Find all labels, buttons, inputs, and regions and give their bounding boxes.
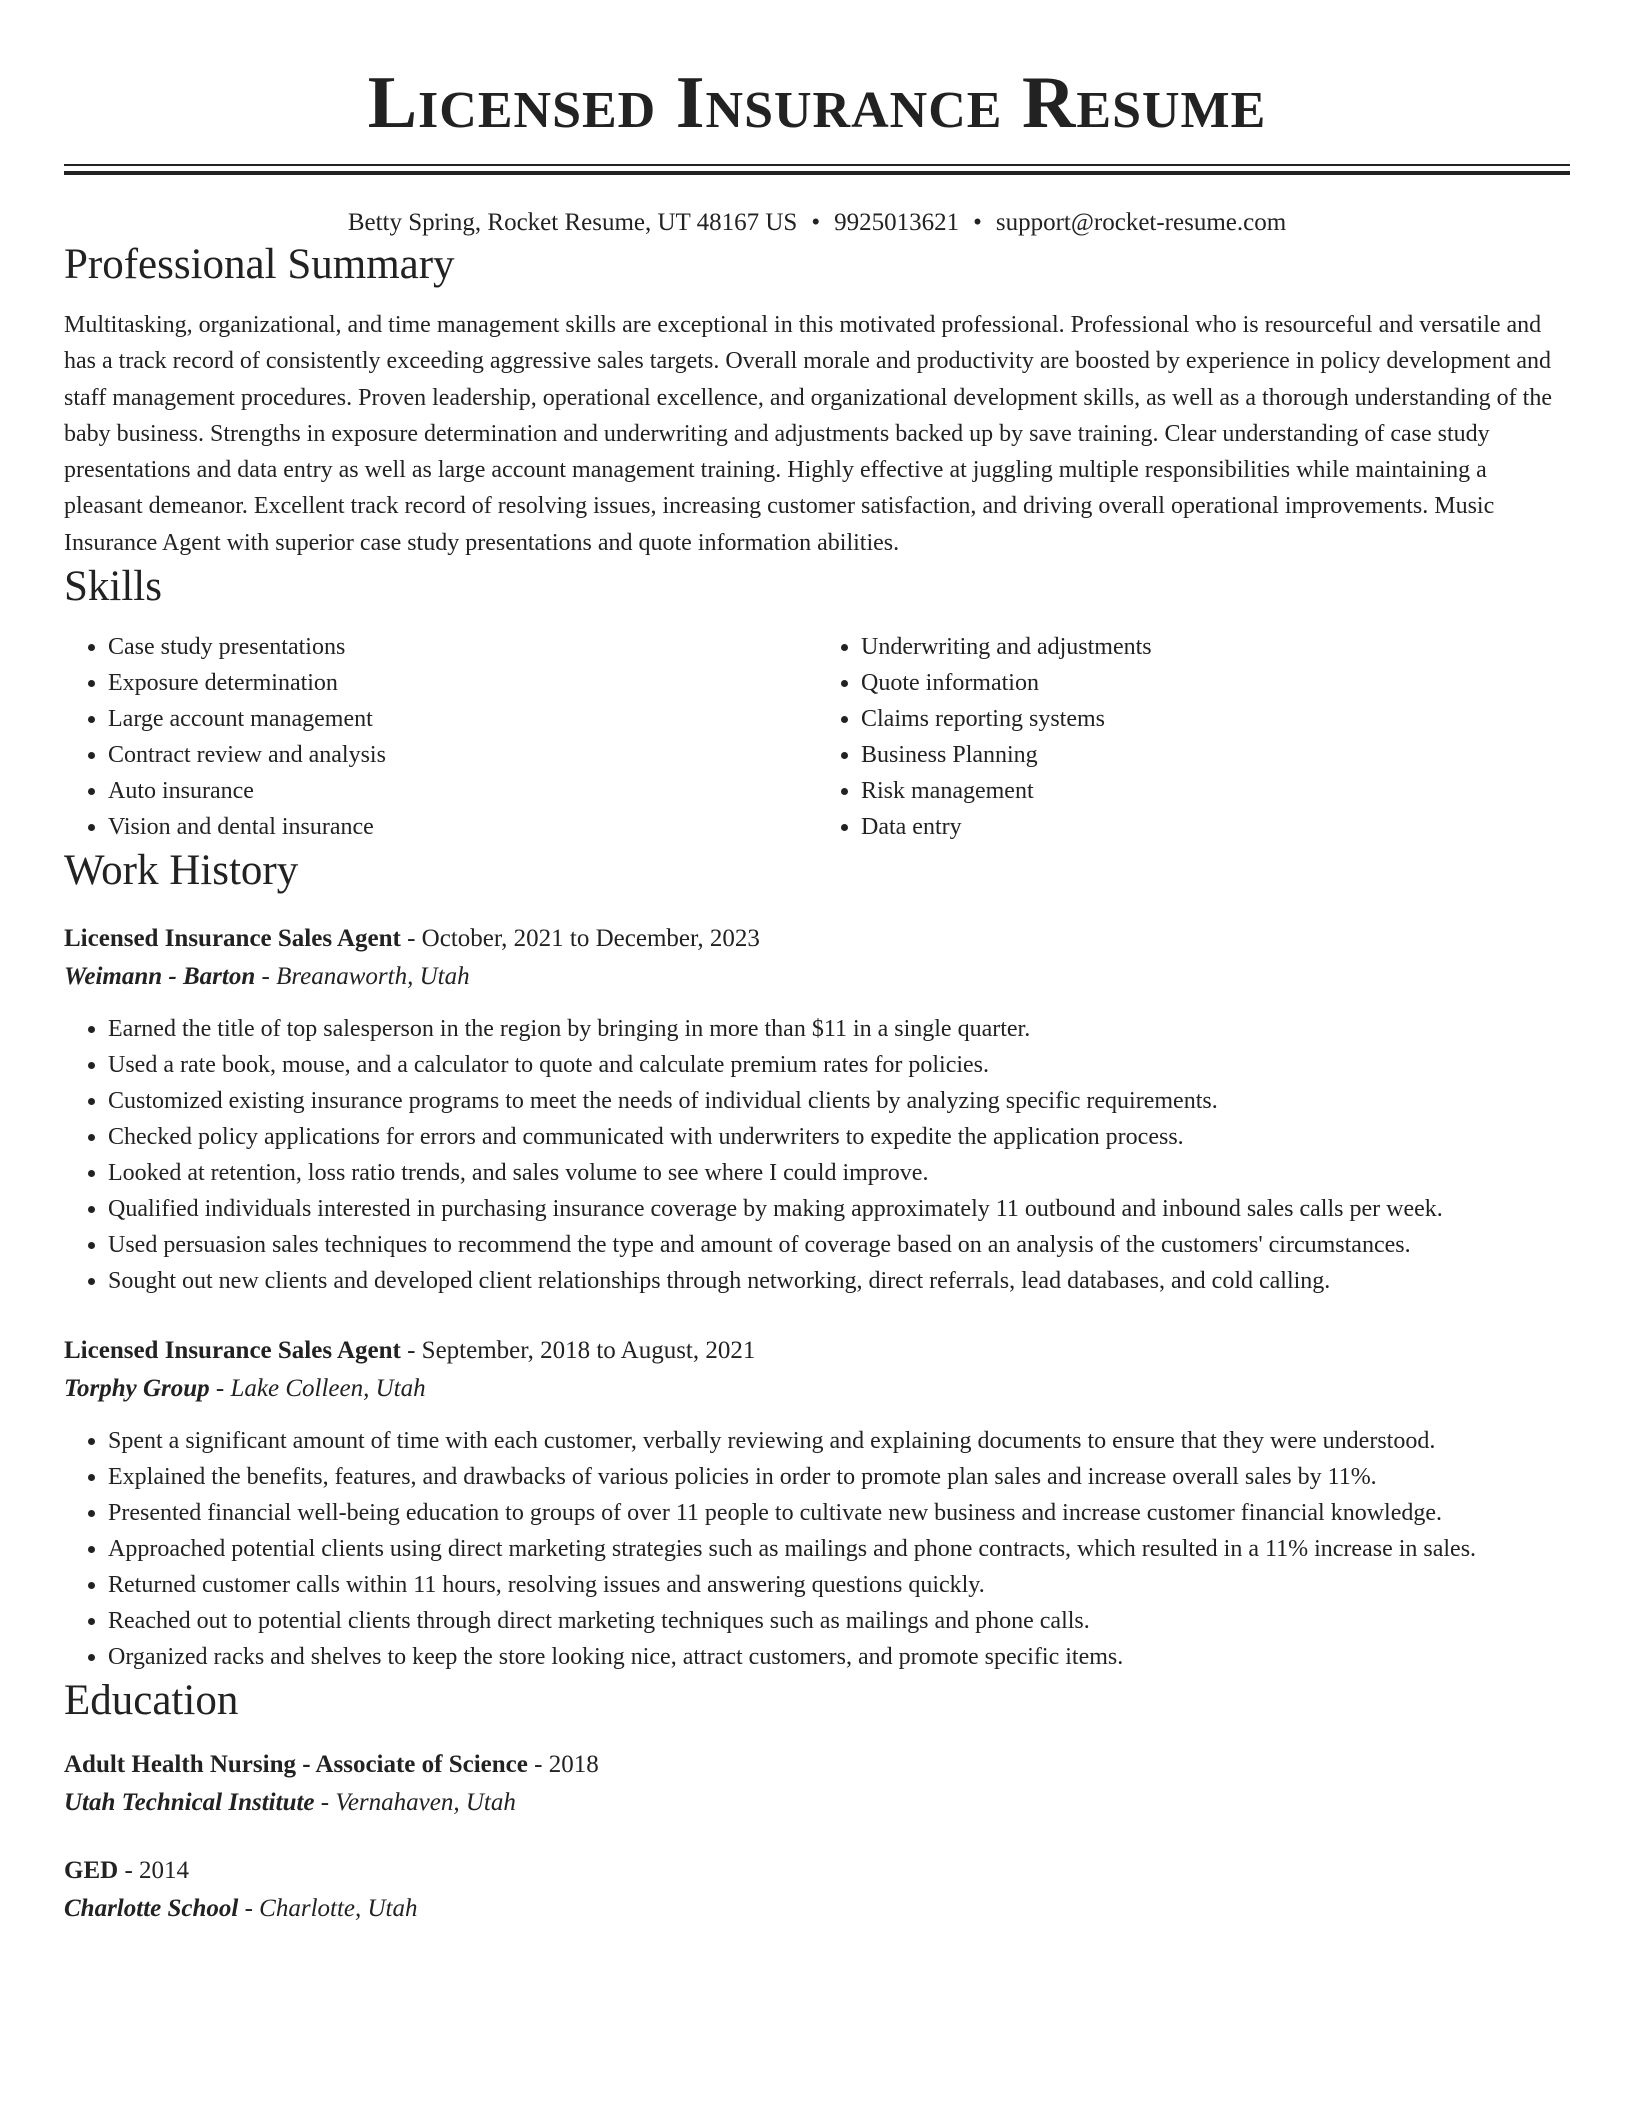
school-location: - Vernahaven, Utah <box>314 1789 516 1817</box>
skills-list-left <box>64 629 817 845</box>
education-entry <box>64 1747 1570 1823</box>
company-name: Weimann - Barton <box>64 963 256 991</box>
job-entry <box>64 1333 1570 1675</box>
education-section <box>64 1675 1570 1929</box>
education-heading: Education <box>64 1677 239 1725</box>
skill-item: • Quote information <box>861 665 1570 701</box>
skill-item: • Contract review and analysis <box>108 737 817 773</box>
job-bullet: • Reached out to potential clients through direct marketing techniques such as mailings and phone calls. <box>108 1603 1570 1639</box>
skill-item: • Business Planning <box>861 737 1570 773</box>
summary-section <box>64 239 1570 561</box>
resume-page <box>64 0 1570 1929</box>
contact-line <box>64 207 1570 239</box>
job-bullet: • Used persuasion sales techniques to recommend the type and amount of coverage based on an analysis of the customers' circumstances. <box>108 1227 1570 1263</box>
degree-year: - 2018 <box>527 1751 599 1779</box>
job-title-line <box>64 1333 1570 1369</box>
summary-heading: Professional Summary <box>64 241 455 288</box>
job-bullets <box>64 1011 1570 1299</box>
job-bullet: • Explained the benefits, features, and drawbacks of various policies in order to promote plan sales and increase overall sales by 11%. <box>108 1459 1570 1495</box>
school-name: Utah Technical Institute <box>64 1789 315 1817</box>
skill-item: • Auto insurance <box>108 773 817 809</box>
job-bullet: • Spent a significant amount of time with each customer, verbally reviewing and explaining documents to ensure that they were understood. <box>108 1423 1570 1459</box>
school-line <box>64 1889 1570 1929</box>
company-location: - Lake Colleen, Utah <box>209 1375 426 1403</box>
company-location: - Breanaworth, Utah <box>255 963 470 991</box>
work-history-heading: Work History <box>64 847 299 895</box>
skill-item: • Case study presentations <box>108 629 817 665</box>
job-bullet: • Used a rate book, mouse, and a calculator to quote and calculate premium rates for policies. <box>108 1047 1570 1083</box>
contact-phone: 9925013621 <box>834 209 960 236</box>
contact-email: support@rocket-resume.com <box>995 209 1287 236</box>
job-dates: - October, 2021 to December, 2023 <box>400 925 760 953</box>
skills-heading: Skills <box>64 563 162 611</box>
skills-section <box>64 561 1570 845</box>
job-title: Licensed Insurance Sales Agent <box>64 1337 401 1365</box>
company-line <box>64 1369 1570 1409</box>
contact-address: Betty Spring, Rocket Resume, UT 48167 US <box>347 209 798 236</box>
job-bullet: • Qualified individuals interested in purchasing insurance coverage by making approximately 11 outbound and inbound sales calls per week. <box>108 1191 1570 1227</box>
job-bullet: • Organized racks and shelves to keep the store looking nice, attract customers, and promote specific items. <box>108 1639 1570 1675</box>
summary-text: Multitasking, organizational, and time management skills are exceptional in this motivated professional. Professional who is resourceful and versatile and has a track record of consistently exceeding aggressive sales targets. Overall morale and productivity are boosted by experience in policy development and staff management procedures. Proven leadership, operational excellence, and organizational development skills, as well as a thorough understanding of the baby business. Strengths in exposure determination and underwriting and adjustments backed up by save training. Clear understanding of case study presentations and data entry as well as large account management training. Highly effective at juggling multiple responsibilities while maintaining a pleasant demeanor. Excellent track record of resolving issues, increasing customer satisfaction, and driving overall operational improvements. Music Insurance Agent with superior case study presentations and quote information abilities. <box>64 312 1552 556</box>
skill-item: • Vision and dental insurance <box>108 809 817 845</box>
education-entry <box>64 1853 1570 1929</box>
skill-item: • Underwriting and adjustments <box>861 629 1570 665</box>
contact-separator: • <box>811 209 821 236</box>
degree-line <box>64 1747 1570 1783</box>
degree-name: GED <box>64 1857 119 1885</box>
job-bullet: • Looked at retention, loss ratio trends, and sales volume to see where I could improve. <box>108 1155 1570 1191</box>
job-bullet: • Earned the title of top salesperson in the region by bringing in more than $11 in a single quarter. <box>108 1011 1570 1047</box>
job-bullet: • Checked policy applications for errors and communicated with underwriters to expedite the application process. <box>108 1119 1570 1155</box>
job-dates: - September, 2018 to August, 2021 <box>400 1337 756 1365</box>
job-bullet: • Returned customer calls within 11 hours, resolving issues and answering questions quickly. <box>108 1567 1570 1603</box>
resume-title: Licensed Insurance Resume <box>367 62 1267 144</box>
job-entry <box>64 921 1570 1299</box>
work-history-section <box>64 845 1570 1675</box>
company-name: Torphy Group <box>64 1375 210 1403</box>
skill-item: • Exposure determination <box>108 665 817 701</box>
skills-grid <box>64 629 1570 845</box>
degree-line <box>64 1853 1570 1889</box>
job-title-line <box>64 921 1570 957</box>
school-line <box>64 1783 1570 1823</box>
title-divider <box>64 164 1570 175</box>
contact-separator: • <box>973 209 982 236</box>
job-bullet: • Approached potential clients using direct marketing strategies such as mailings and phone contracts, which resulted in a 11% increase in sales. <box>108 1531 1570 1567</box>
school-name: Charlotte School <box>64 1895 239 1923</box>
job-title: Licensed Insurance Sales Agent <box>64 925 401 953</box>
school-location: - Charlotte, Utah <box>238 1895 418 1923</box>
skill-item: • Large account management <box>108 701 817 737</box>
skills-list-right <box>817 629 1570 845</box>
job-bullet: • Sought out new clients and developed client relationships through networking, direct referrals, lead databases, and cold calling. <box>108 1263 1570 1299</box>
skill-item: • Data entry <box>861 809 1570 845</box>
job-bullets <box>64 1423 1570 1675</box>
job-bullet: • Customized existing insurance programs to meet the needs of individual clients by analyzing specific requirements. <box>108 1083 1570 1119</box>
degree-year: - 2014 <box>118 1857 190 1885</box>
job-bullet: • Presented financial well-being education to groups of over 11 people to cultivate new business and increase customer financial knowledge. <box>108 1495 1570 1531</box>
skill-item: • Claims reporting systems <box>861 701 1570 737</box>
degree-name: Adult Health Nursing - Associate of Science <box>64 1751 528 1779</box>
company-line <box>64 957 1570 997</box>
skill-item: • Risk management <box>861 773 1570 809</box>
